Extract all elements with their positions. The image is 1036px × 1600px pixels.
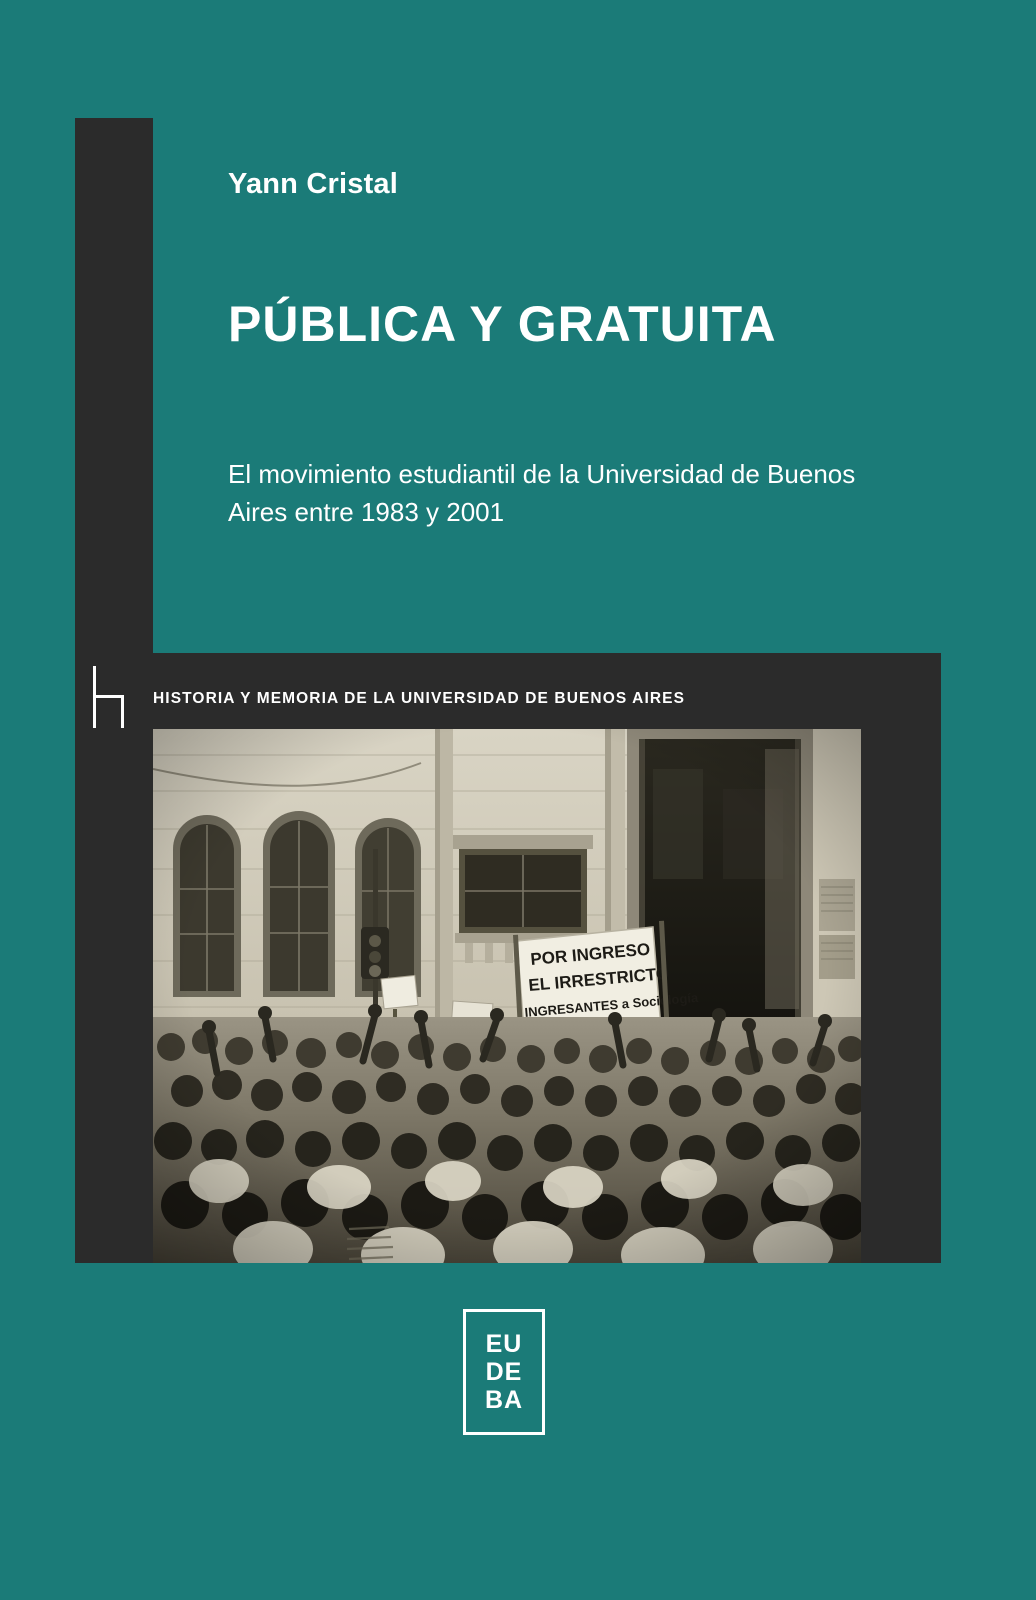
publisher-logo [463,1309,545,1435]
decorative-dark-band [75,118,153,653]
collection-h-icon [93,666,137,728]
logo-line-1: EU [485,1330,523,1358]
h-bow-vertical [121,695,124,728]
book-author: Yann Cristal [228,168,399,200]
collection-label: HISTORIA Y MEMORIA DE LA UNIVERSIDAD DE BUENOS AIRES [153,690,686,707]
book-subtitle: El movimiento estudiantil de la Universidad de Buenos Aires entre 1983 y 2001 [228,459,856,527]
logo-line-3: BA [484,1386,524,1414]
book-title: PÚBLICA Y GRATUITA [228,296,777,352]
h-bow-horizontal [96,695,124,698]
cover-photograph [153,729,861,1263]
logo-line-2: DE [485,1358,523,1386]
